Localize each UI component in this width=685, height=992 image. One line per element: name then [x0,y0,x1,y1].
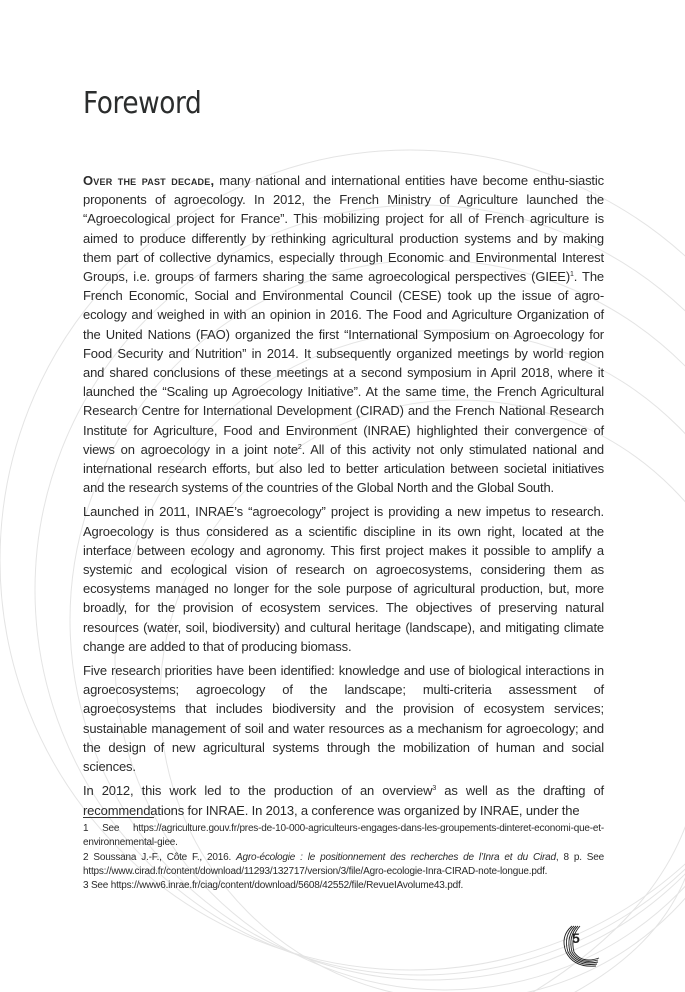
paragraph-3: Five research priorities have been identified: knowledge and use of biological interactions in agroecosystems; agroecology of the landscape; multi-criteria assessment of agroecosystems that includes biodiversity and the provision of ecosystem services; sustainable management of soil and water resources as a mechanism for agroecology; and the design of new agricultural systems through the mobilization of human and social sciences. [83,663,604,775]
footnote-1: 1 See https://agriculture.gouv.fr/pres-de-10-000-agriculteurs-engages-dans-les-groupements-dinteret-economi-que-et-environnemental-giee. [83,823,604,849]
paragraph-1: Over the past decade, many national and international entities have become enthu-siastic proponents of agroecology. In 2012, the French Ministry of Agriculture launched the “Agroecological project for France”. This mobilizing project for all of French agriculture is aimed to produce differently by rethinking agricultural production systems and by making them part of collective dynamics, especially through Economic and Environmental Interest Groups, i.e. groups of farmers sharing the same agroecological perspectives (GIEE)$^1$. The French Economic, Social and Environmental Council (CESE) took up the issue of agro-ecology and weighed in with an opinion in 2016. The Food and Agriculture Organization of the United Nations (FAO) organized the first “International Symposium on Agroecology for Food Security and Nutrition” in 2014. It subsequently organized meetings by world region and shared conclusions of these meetings at a second symposium in April 2018, where it launched the “Scaling up Agroecology Initiative”. At the same time, the French Agricultural Research Centre for International Development (CIRAD) and the French National Research Institute for Agriculture, Food and Environment (INRAE) highlighted their convergence of views on agroecology in a joint note$^2$. All of this activity not only stimulated national and international research efforts, but also led to better articulation between societal initiatives and the research systems of the countries of the Global North and the Global South. [83,173,604,496]
lead-in: Over the past decade, [83,173,215,188]
footnote-link[interactable]: See https://www6.inrae.fr/ciag/content/download/5608/42552/file/RevueIAvolume43.pdf. [88,880,464,892]
paragraph-2: Launched in 2011, INRAE’s “agroecology” project is providing a new impetus to research. Agroecology is thus considered as a scientific discipline in its own right, located at the interface between ecology and agronomy. This first project makes it possible to amplify a systemic and ecological vision of research on agroecosystems, considering them as ecosystems managed no longer for the sole purpose of agricultural production, but, more broadly, for the provision of ecosystem services. The objectives of preserving natural resources (water, soil, biodiversity) and cultural heritage (landscape), and mitigating climate change are added to that of producing biomass. [83,504,604,654]
footnote-link[interactable]: , 8 p. See https://www.cirad.fr/content/download/11293/132717/version/3/file/Agro-ecologie-Inra-CIRAD-note-longue.pdf. [83,851,605,877]
footnote-link[interactable]: See https://agriculture.gouv.fr/pres-de-10-000-agriculteurs-engages-dans-les-groupements-dinteret-economi-que-et-environnemental-giee. [83,823,604,849]
footnote-2: 2 Soussana J.-F., Côte F., 2016. Agro-écologie : le positionnement des recherches de l’Inra et du Cirad, 8 p. See https://www.cirad.fr/content/download/11293/132717/version/3/file/Agro-ecologie-Inra-CIRAD-note-longue.pdf. [83,851,605,877]
footnotes [83,822,604,893]
paragraph-4: In 2012, this work led to the production of an overview$^3$ as well as the drafting of recommendations for INRAE. In 2013, a conference was organized by INRAE, under the [83,783,604,818]
swirl-logo-icon [556,922,606,972]
page-title: Foreword [83,86,202,121]
footnote-3: 3 See https://www6.inrae.fr/ciag/content/download/5608/42552/file/RevueIAvolume43.pdf. [83,880,464,892]
page-number: 5 [572,930,580,946]
body-text [83,171,604,825]
footnote-separator [83,817,154,818]
footnote-ref-1[interactable]: 1 [570,271,574,279]
footnote-ref-2[interactable]: 2 [297,443,302,451]
page-number-badge [556,922,606,972]
footnote-ref-3[interactable]: 3 [432,785,437,793]
